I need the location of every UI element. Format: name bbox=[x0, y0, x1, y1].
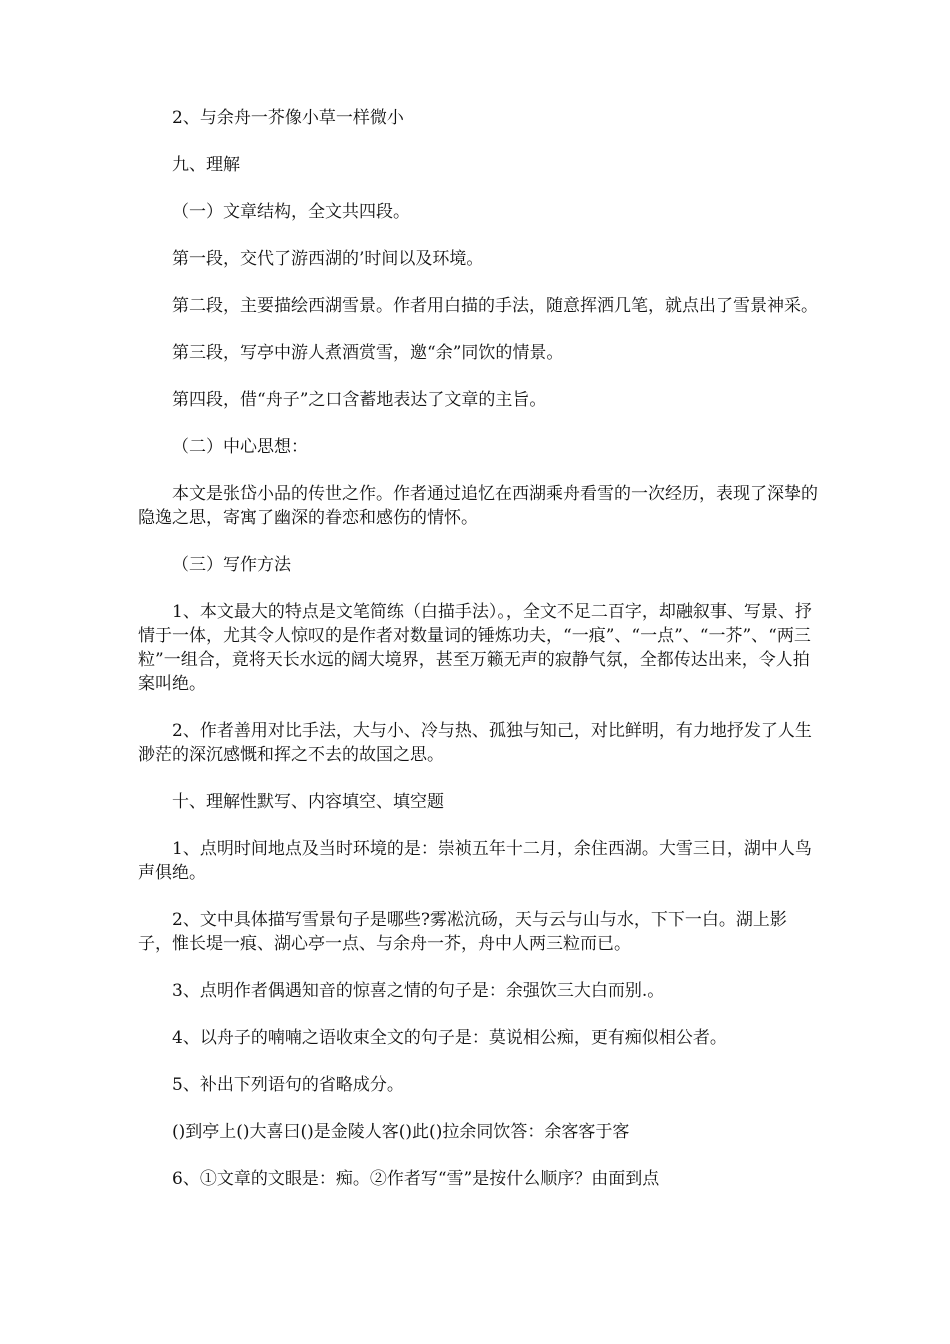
paragraph-second-section: 第二段，主要描绘西湖雪景。作者用白描的手法，随意挥洒几笔，就点出了雪景神采。 bbox=[172, 296, 818, 316]
document-body bbox=[138, 106, 818, 1214]
question-4: 4、以舟子的喃喃之语收束全文的句子是：莫说相公痴，更有痴似相公者。 bbox=[172, 1028, 727, 1048]
paragraph-third-section: 第三段，写亭中游人煮酒赏雪，邀“余”同饮的情景。 bbox=[172, 343, 564, 363]
paragraph-first-section: 第一段，交代了游西湖的’时间以及环境。 bbox=[172, 249, 484, 269]
question-2: 2、文中具体描写雪景句子是哪些?雾凇沆砀，天与云与山与水，下下一白。湖上影子，惟长堤一痕、湖心亭一点、与余舟一芥，舟中人两三粒而已。 bbox=[138, 910, 787, 954]
subheading-central-idea: （二）中心思想： bbox=[172, 437, 308, 457]
question-5: 5、补出下列语句的省略成分。 bbox=[172, 1075, 404, 1095]
question-5-blanks: ()到亭上()大喜曰()是金陵人客()此()拉余同饮答：余客客于客 bbox=[172, 1122, 630, 1142]
question-6: 6、①文章的文眼是：痴。②作者写“雪”是按什么顺序？由面到点 bbox=[172, 1169, 660, 1189]
section-heading-understanding: 九、理解 bbox=[172, 155, 240, 175]
paragraph-method-2: 2、作者善用对比手法，大与小、冷与热、孤独与知己，对比鲜明，有力地抒发了人生渺茫的深沉感慨和挥之不去的故国之思。 bbox=[138, 721, 812, 765]
paragraph-method-1: 1、本文最大的特点是文笔简练（白描手法）。，全文不足二百字，却融叙事、写景、抒情于一体，尤其令人惊叹的是作者对数量词的锤炼功夫，“一痕”、“一点”、“一芥”、“两三粒”一组合，竟将天长水远的阔大境界，甚至万籁无声的寂静气氛，全都传达出来，令人拍案叫绝。 bbox=[138, 602, 812, 694]
paragraph-central-idea: 本文是张岱小品的传世之作。作者通过追忆在西湖乘舟看雪的一次经历，表现了深挚的隐逸之思，寄寓了幽深的眷恋和感伤的情怀。 bbox=[138, 484, 818, 528]
subheading-structure: （一）文章结构，全文共四段。 bbox=[172, 202, 410, 222]
question-3: 3、点明作者偶遇知音的惊喜之情的句子是：余强饮三大白而别.。 bbox=[172, 981, 665, 1001]
subheading-writing-method: （三）写作方法 bbox=[172, 555, 291, 575]
section-heading-dictation: 十、理解性默写、内容填空、填空题 bbox=[172, 792, 444, 812]
question-1: 1、点明时间地点及当时环境的是：崇祯五年十二月，余住西湖。大雪三日，湖中人鸟声俱绝。 bbox=[138, 839, 812, 883]
paragraph-fourth-section: 第四段，借“舟子”之口含蓄地表达了文章的主旨。 bbox=[172, 390, 547, 410]
answer-item-2: 2、与余舟一芥像小草一样微小 bbox=[172, 108, 404, 128]
